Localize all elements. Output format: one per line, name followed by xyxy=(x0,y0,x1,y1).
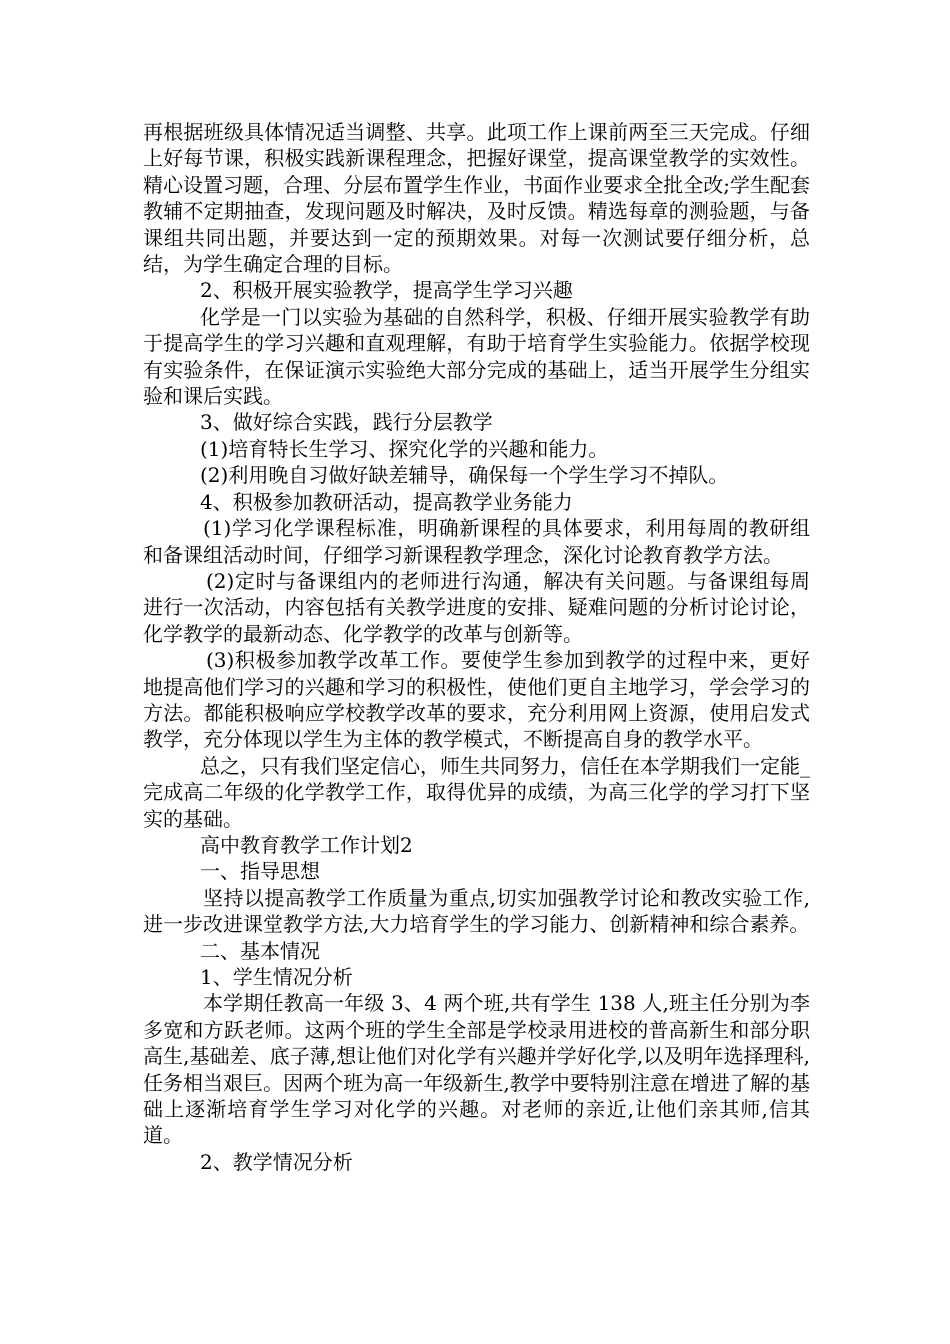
heading-student-analysis: 1、学生情况分析 xyxy=(200,965,353,989)
heading-layered-teaching: 3、做好综合实践，践行分层教学 xyxy=(200,410,493,435)
paragraph-conclusion: 总之，只有我们坚定信心，师生共同努力，信任在本学期我们一定能_完成高二年级的化学教学工作，取得优异的成绩，为高三化学的学习打下坚实的基础。 xyxy=(143,753,810,831)
paragraph-teaching-routine: 再根据班级具体情况适当调整、共享。此项工作上课前两至三天完成。仔细上好每节课，积极实践新课程理念，把握好课堂，提高课堂教学的实效性。精心设置习题，合理、分层布置学生作业，书面作业要求全批全改;学生配套教辅不定期抽查，发现问题及时解决，及时反馈。精选每章的测验题，与备课组共同出题，并要达到一定的预期效果。对每一次测试要仔细分析，总结，为学生确定合理的目标。 xyxy=(143,120,810,277)
heading-teaching-analysis: 2、教学情况分析 xyxy=(200,1149,353,1174)
list-item-group-communication: (2)定时与备课组内的老师进行沟通，解决有关问题。与备课组每周进行一次活动，内容包括有关教学进度的安排、疑难问题的分析讨论讨论，化学教学的最新动态、化学教学的改革与创新等。 xyxy=(143,568,810,646)
heading-guiding-ideology: 一、指导思想 xyxy=(200,859,320,884)
document-body xyxy=(143,119,810,1175)
paragraph-experiment-teaching: 化学是一门以实验为基础的自然科学，积极、仔细开展实验教学有助于提高学生的学习兴趣和直观理解，有助于培育学生实验能力。依据学校现有实验条件，在保证演示实验绝大部分完成的基础上，适当开展学生分组实验和课后实践。 xyxy=(143,304,810,409)
list-item-teaching-reform: (3)积极参加教学改革工作。要使学生参加到教学的过程中来，更好地提高他们学习的兴趣和学习的积极性，使他们更自主地学习，学会学习的方法。都能积极响应学校教学改革的要求，充分利用网上资源，使用启发式教学，充分体现以学生为主体的教学模式，不断提高自身的教学水平。 xyxy=(143,648,810,752)
paragraph-student-analysis: 本学期任教高一年级 3、4 两个班,共有学生 138 人,班主任分别为李多宽和方跃老师。这两个班的学生全部是学校录用进校的普高新生和部分职高生,基础差、底子薄,想让他们对化学有兴趣并学好化学,以及明年选择理科,任务相当艰巨。因两个班为高一年级新生,教学中要特别注意在增进了解的基础上逐渐培育学生学习对化学的兴趣。对老师的亲近,让他们亲其师,信其道。 xyxy=(143,991,810,1148)
list-item-evening-tutoring: (2)利用晚自习做好缺差辅导，确保每一个学生学习不掉队。 xyxy=(200,463,729,488)
heading-teaching-research: 4、积极参加教研活动，提高教学业务能力 xyxy=(200,489,573,514)
list-item-specialty-students: (1)培育特长生学习、探究化学的兴趣和能力。 xyxy=(200,436,609,461)
section-title-plan-2: 高中教育教学工作计划2 xyxy=(200,832,413,857)
heading-experiment-teaching: 2、积极开展实验教学，提高学生学习兴趣 xyxy=(200,278,573,303)
list-item-curriculum-standards: (1)学习化学课程标准，明确新课程的具体要求，利用每周的教研组和备课组活动时间，仔细学习新课程教学理念，深化讨论教育教学方法。 xyxy=(143,516,810,567)
heading-basic-situation: 二、基本情况 xyxy=(200,938,320,963)
paragraph-guiding-ideology: 坚持以提高教学工作质量为重点,切实加强教学讨论和教改实验工作,进一步改进课堂教学方法,大力培育学生的学习能力、创新精神和综合素养。 xyxy=(143,885,810,937)
